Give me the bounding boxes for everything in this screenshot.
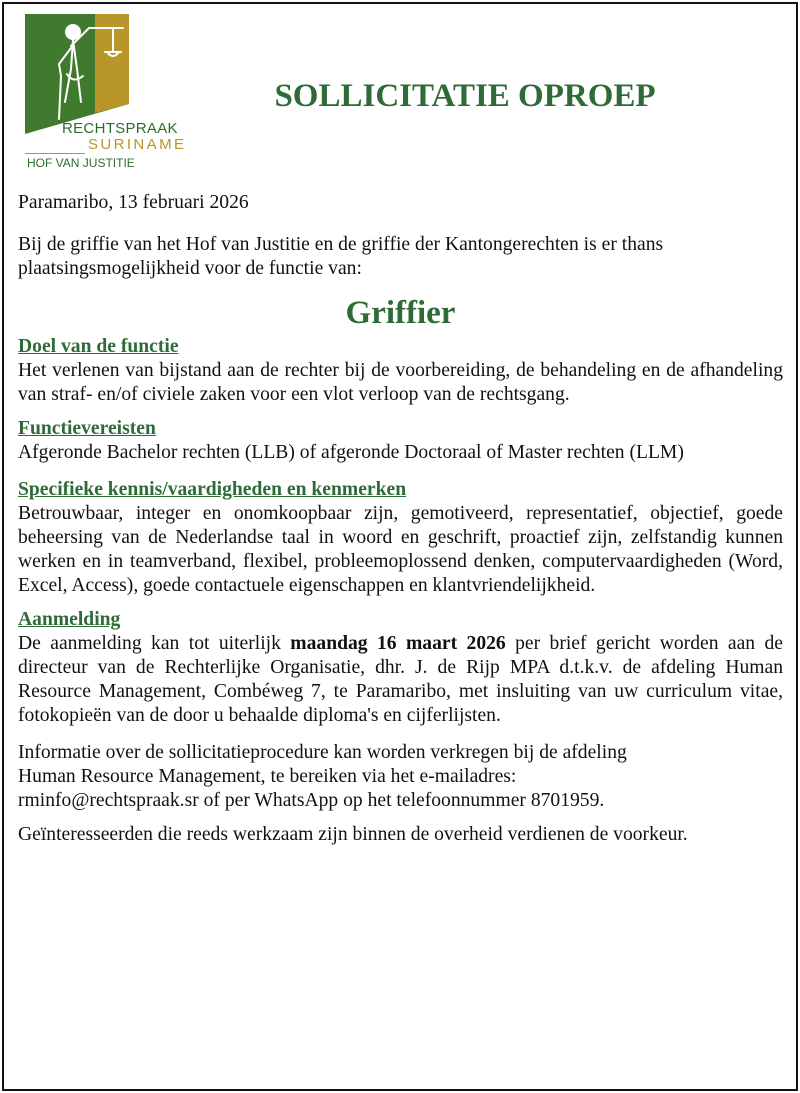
logo-suriname-text: SURINAME	[88, 136, 187, 153]
advertisement-body	[18, 191, 783, 847]
rechtspraak-logo	[25, 14, 190, 174]
aanmelding-text-before: De aanmelding kan tot uiterlijk	[18, 633, 291, 654]
section-heading-vereisten: Functievereisten	[18, 418, 156, 439]
date-line: Paramaribo, 13 februari 2026	[18, 192, 249, 213]
intro-text: Bij de griffie van het Hof van Justitie en de griffie der Kantongerechten is er thans plaatsingsmogelijkheid voor de functie van:	[18, 234, 664, 279]
page-title: SOLLICITATIE OPROEP	[274, 78, 656, 114]
info-line-2: Human Resource Management, te bereiken via het e-mailadres:	[18, 766, 517, 787]
aanmelding-text-after: per brief gericht worden aan de directeur van de Rechterlijke Organisatie, dhr. J. de Rijp MPA d.t.k.v. de afdeling Human Resource Management, Combéweg 7, te Paramaribo, met insluiting van uw curriculum vitae, fotokopieën van de door u behaalde diploma's en cijferlijsten.	[18, 633, 783, 726]
section-text-kennis: Betrouwbaar, integer en onomkoopbaar zijn, gemotiveerd, representatief, objectief, goede beheersing van de Nederlandse taal in woord en geschrift, proactief zijn, zelfstandig kunnen werken en in teamverband, flexibel, probleemoplossend denken, computervaardigheden (Word, Excel, Access), goede contactuele eigenschappen en klantvriendelijkheid.	[18, 503, 783, 596]
logo-hof-text: HOF VAN JUSTITIE	[27, 156, 135, 170]
deadline-date: maandag 16 maart 2026	[290, 633, 506, 654]
info-line-3: rminfo@rechtspraak.sr of per WhatsApp op het telefoonnummer 8701959.	[18, 790, 605, 811]
function-title: Griffier	[345, 295, 456, 331]
section-heading-kennis: Specifieke kennis/vaardigheden en kenmerken	[18, 479, 407, 500]
logo-rechtspraak-text: RECHTSPRAAK	[62, 120, 178, 137]
section-heading-doel: Doel van de functie	[18, 336, 179, 357]
closing-text: Geïnteresseerden die reeds werkzaam zijn binnen de overheid verdienen de voorkeur.	[18, 824, 688, 845]
info-line-1: Informatie over de sollicitatieprocedure kan worden verkregen bij de afdeling	[18, 742, 627, 763]
section-text-doel: Het verlenen van bijstand aan de rechter bij de voorbereiding, de behandeling en de afhandeling van straf- en/of civiele zaken voor een vlot verloop van de rechtsgang.	[18, 360, 783, 405]
section-heading-aanmelding: Aanmelding	[18, 609, 121, 630]
logo-divider	[25, 153, 85, 154]
section-text-vereisten: Afgeronde Bachelor rechten (LLB) of afgeronde Doctoraal of Master rechten (LLM)	[18, 442, 684, 463]
section-text-aanmelding	[18, 632, 783, 728]
